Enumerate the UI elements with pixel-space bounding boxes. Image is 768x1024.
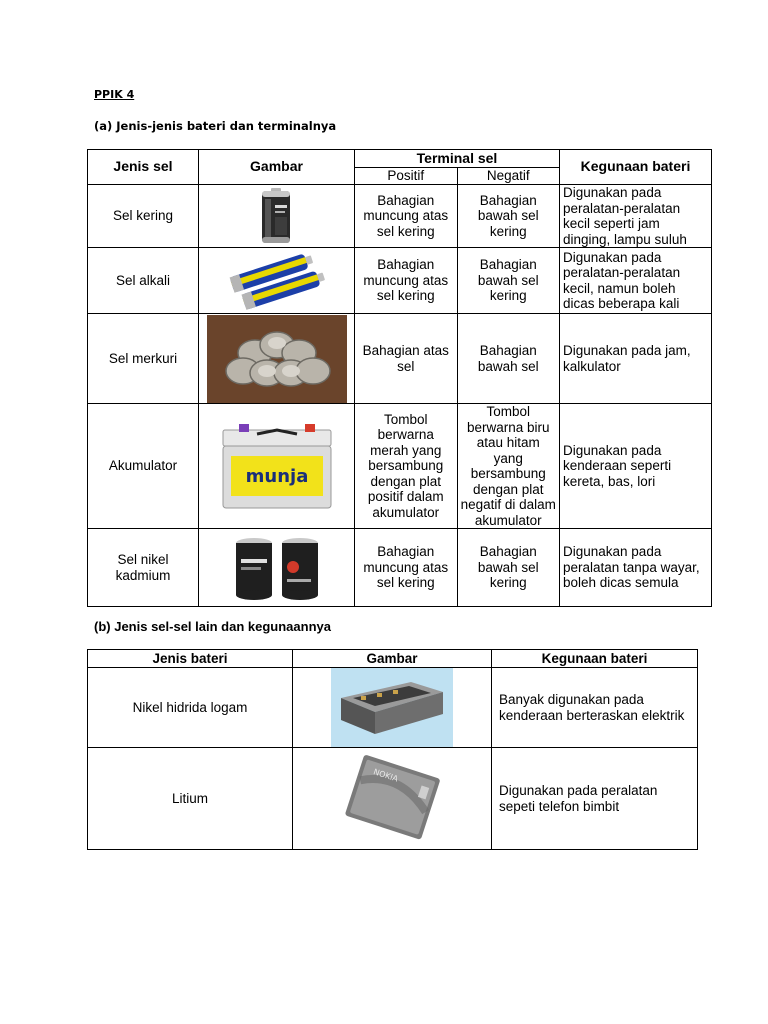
- cell-jenis: Nikel hidrida logam: [88, 668, 293, 748]
- cell-kegunaan: Digunakan pada jam, kalkulator: [560, 314, 712, 404]
- table-row: [88, 668, 698, 748]
- cell-kegunaan: Digunakan pada kenderaan seperti kereta, bas, lori: [560, 404, 712, 529]
- cell-gambar: [199, 248, 355, 314]
- ppik-title: PPIK 4: [94, 88, 135, 101]
- cell-jenis: Sel merkuri: [88, 314, 199, 404]
- other-cells-table: [87, 649, 698, 850]
- cell-kegunaan: Digunakan pada peralatan tanpa wayar, boleh dicas semula: [560, 529, 712, 607]
- cell-positif: Bahagian muncung atas sel kering: [355, 529, 458, 607]
- cell-kegunaan: Banyak digunakan pada kenderaan berteraskan elektrik: [492, 668, 698, 748]
- car-battery-image: [217, 420, 337, 512]
- munja-logo: munja: [245, 466, 308, 487]
- header-positif: Positif: [355, 168, 458, 185]
- section-b-heading: (b) Jenis sel-sel lain dan kegunaannya: [94, 619, 331, 634]
- cell-gambar: [293, 668, 492, 748]
- alkaline-batteries-image: [227, 251, 327, 311]
- cell-jenis: Sel kering: [88, 185, 199, 248]
- cell-gambar: [199, 529, 355, 607]
- cell-positif: Bahagian muncung atas sel kering: [355, 185, 458, 248]
- cell-positif: Bahagian atas sel: [355, 314, 458, 404]
- cell-negatif: Tombol berwarna biru atau hitam yang bersambung dengan plat negatif di dalam akumulator: [457, 404, 560, 529]
- table-row: [88, 529, 712, 607]
- phone-battery-image: [332, 751, 452, 847]
- dry-cell-battery-image: [257, 187, 297, 245]
- header-gambar: Gambar: [199, 150, 355, 185]
- table-row: [88, 404, 712, 529]
- cell-gambar: [199, 314, 355, 404]
- nokia-logo: NOKIA: [372, 766, 400, 784]
- cell-gambar: [199, 404, 355, 529]
- cell-negatif: Bahagian bawah sel kering: [457, 529, 560, 607]
- table-row: [88, 748, 698, 850]
- header-gambar: Gambar: [293, 650, 492, 668]
- cell-positif: Tombol berwarna merah yang bersambung dengan plat positif dalam akumulator: [355, 404, 458, 529]
- header-kegunaan: Kegunaan bateri: [492, 650, 698, 668]
- section-a-heading: (a) Jenis-jenis bateri dan terminalnya: [94, 119, 337, 133]
- header-kegunaan: Kegunaan bateri: [560, 150, 712, 185]
- table-row: [88, 248, 712, 314]
- header-negatif: Negatif: [457, 168, 560, 185]
- table-row: [88, 314, 712, 404]
- header-jenis-sel: Jenis sel: [88, 150, 199, 185]
- cell-gambar: [199, 185, 355, 248]
- cell-negatif: Bahagian bawah sel kering: [457, 248, 560, 314]
- cell-kegunaan: Digunakan pada peralatan-peralatan kecil, namun boleh dicas beberapa kali: [560, 248, 712, 314]
- cell-jenis: Akumulator: [88, 404, 199, 529]
- cell-gambar: [293, 748, 492, 850]
- cell-jenis: Sel nikel kadmium: [88, 529, 199, 607]
- cell-jenis: Litium: [88, 748, 293, 850]
- cell-kegunaan: Digunakan pada peralatan-peralatan kecil seperti jam dinging, lampu suluh: [560, 185, 712, 248]
- header-jenis-bateri: Jenis bateri: [88, 650, 293, 668]
- header-terminal-sel: Terminal sel: [355, 150, 560, 168]
- cell-negatif: Bahagian bawah sel kering: [457, 185, 560, 248]
- button-cells-image: [207, 315, 347, 403]
- table-row: [88, 185, 712, 248]
- battery-types-table: [87, 149, 712, 607]
- nimh-pack-image: [331, 668, 453, 747]
- cell-jenis: Sel alkali: [88, 248, 199, 314]
- cell-kegunaan: Digunakan pada peralatan sepeti telefon bimbit: [492, 748, 698, 850]
- cell-negatif: Bahagian bawah sel: [457, 314, 560, 404]
- nicd-cells-image: [229, 533, 325, 603]
- cell-positif: Bahagian muncung atas sel kering: [355, 248, 458, 314]
